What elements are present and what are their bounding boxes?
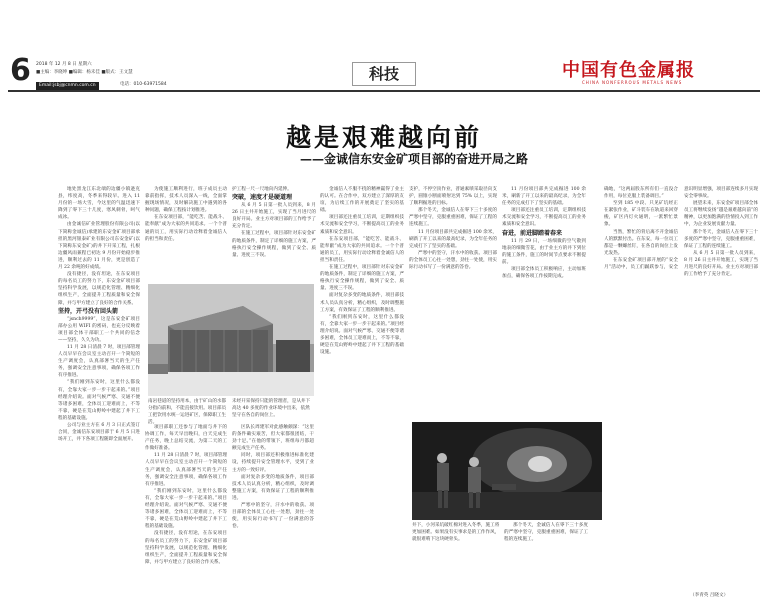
paragraph: 面对复杂多变的地质条件，项目部技术人员认真分析，精心组织，及时调整施工方案，有效保证了工程的顺利推进。: [232, 474, 314, 501]
paragraph: 在东安金矿项目部开展的“安全月”活动中，员工们踊跃参与，安全意识明显增强，项目部连续多月实现安全零事故。: [604, 187, 758, 271]
article-column-2: [145, 186, 227, 282]
editor-line: ■主编：李晓坤 ■编辑：杨未佳 ■版式：王文慧: [36, 70, 133, 75]
article-column-4: [320, 186, 404, 606]
article-column-7: [604, 186, 758, 586]
paragraph: 11 月 29 日，一场细微的空气散到地表的细微雪花，由于业主方的井下到位的施工条件，施工的时间节点要求不断提前。: [502, 238, 586, 265]
paragraph: 在东安项目部，“能吃苦、能战斗、能奉献”成为大家的共同追求。一个个普通的员工，用实际行动诠释着金诚信人的担当和责任。: [320, 236, 404, 263]
byline: （李青英 吕晓文）: [690, 593, 729, 598]
email-label: Email:jsbj@cnmn.com.cn: [36, 82, 99, 90]
masthead-logo: 中国有色金属报: [562, 60, 695, 81]
paragraph: 区队长周建军对此感触颇深：“这里的条件确实艰苦，但大家都很团结，干劲十足。”在他的带领下，班组每月都超额完成生产任务。: [232, 425, 314, 452]
article-column-6: [502, 186, 586, 420]
photo-caption: 南岩巷道的坚持用本，由于矿山的水都分指向前和，不能直接饮用。项目部员工把饮用水统一运进矿区，保障职工生活。: [148, 399, 227, 425]
paragraph: 确地，“这两届股东所有们一直没合作用，每位克服上装备调目。”: [604, 187, 678, 200]
paragraph: 11 月 28 日清晨 7 时，项目部管理人员早早在会议室主动召开一个简短的生产调度会，认真部署当天的生产任务，强调安全注意事项，确保各项工作有序推进。: [58, 344, 140, 379]
header-rule: [8, 90, 760, 92]
article-column-1: [58, 186, 140, 606]
subheadline: ——金诚信东安金矿项目部的奋进开局之路: [300, 152, 529, 166]
paragraph: 项目部职工还参与了地面与井下的协调工作，每天早出晚归，白天完成生产任务，晚上总结交流，为第二天的工作做好准备。: [145, 425, 227, 452]
paragraph: 为使施工顺利进行，班子成员主动靠前指挥，技术人员深入一线，全面掌握现场情况，及时解决施工中遇到的各种问题，确保工程按计划推进。: [145, 187, 227, 214]
paragraph: 面对复杂多变的地质条件，项目部技术人员认真分析，精心组织，及时调整施工方案，有效保证了工程的顺利推进。: [320, 293, 404, 313]
paragraph: 严寒中的坚守，汗水中的收获。项目部的全体员工心往一处想，劲往一处使，用实际行动书写了一份满意的答卷。: [232, 503, 314, 530]
paragraph: 当然，繁忙的背后离不开金诚信人的默默付出。在东安，每一位员工都是一颗螺丝钉，在各自的岗位上发光发热。: [604, 229, 678, 256]
article-column-3-lower: [232, 424, 314, 606]
paragraph: 在东安项目部，“能吃苦、能战斗、能奉献”成为大家的共同追求。一个个普通的员工，用实际行动诠释着金诚信人的担当和责任。: [145, 215, 227, 242]
paragraph: 公司与业主方在 6 月 3 日正式签订合同，金诚信东安项目部于 6 月 5 日进场开工，井下各项工程随即全面展开。: [58, 423, 140, 443]
paragraph: 同时，项目部还积极推进标准化建设，持续提升安全管理水平，受到了业主方的一致好评。: [232, 453, 314, 473]
paragraph: 支护，不停空顶作业，普通素喷采取径向支护，圆锥小断面喷射达到 75% 以上，实现了顺利掘进的目标。: [409, 187, 497, 207]
section-subtitle: 突破，速度才是硬道理: [232, 194, 293, 202]
masthead-english: CHINA NONFERROUS METALS NEWS: [582, 80, 683, 85]
paragraph: 那个冬天，金诚信人在零下三十多度的严寒中坚守，克服重重困难，保证了工程的连续施工。: [684, 229, 758, 249]
paragraph: 至到 185 中段、只见矿坑经正在紧张作业，矿斗装车在轨道来回穿梭，矿区内灯火通明，一派繁忙景象。: [604, 201, 678, 228]
paragraph: 展望未来，东安金矿项目部全体员工将继续发扬“越是艰难越向前”的精神，以更加饱满的热情投入到工作中，为企业发展贡献力量。: [684, 201, 758, 228]
paragraph: 没有捷径，没有坦途，在东安项目的每名员工的努力下，东安金矿项目部坚持科学发展，以规范化管理、精细化组织生产，全面提升工程质量和安全保障，并与甲方建立了良好的合作关系。: [145, 531, 227, 565]
paragraph: “我们刚到东安时，这里什么都没有，全靠大家一步一步干起来的。”项目经理介绍说。面对气候严寒、交通不便等诸多困难，全体员工迎难而上，不等不靠，硬是在荒山野岭中建起了井下工程的基础设施。: [145, 488, 227, 530]
paragraph: “jsnch9999”，这是东安金矿项目部办公用 WIFI 的密码，也充分反映着项目部全体干部职工一个共同的信念——坚持，久久为功。: [58, 316, 140, 343]
mine-tunnel-photo: [412, 422, 602, 520]
article-column-2-lower: [145, 424, 227, 606]
photo-caption: 未经开采保持只能的管理者，是从井下高达 40 多度的作业环境中出来，依然坚守在各自的岗位上。: [232, 399, 311, 418]
headline: 越是艰难越向前: [285, 123, 482, 152]
paragraph: 地处黑龙江东北端的边疆小镇逊克县，纬度高，冬季来得较早。进入 11 月份的一场大雪，今这里的气温迅速下降到了零下三十几度，寒风刺骨，呵气成冰。: [58, 187, 140, 221]
photo-caption: 井下，小河采坑破红棉对进入冬季，施工将更加困难。如果没有实事求是的工作作风，就很难啃下这块硬骨头。: [412, 523, 500, 542]
phone-line: 电话：010-63971584: [120, 82, 167, 87]
paragraph: “我们刚到东安时，这里什么都没有，全靠大家一步一步干起来的。”项目经理介绍说。面对气候严寒、交通不便等诸多困难，全体员工迎难而上，不等不靠，硬是在荒山野岭中建起了井下工程的基础设施。: [58, 380, 140, 421]
paragraph: 项目部还注重员工培训，定期组织技术交流和安全学习，不断提高员工的业务素质和安全意识。: [502, 208, 586, 228]
paragraph: 在施工过程中，项目部针对东安金矿的地质条件，制定了详细的施工方案，严格执行安全操作规程，做到了安全、质量、进度三不误。: [232, 231, 316, 258]
paragraph: “我们刚到东安时，这里什么都没有，全靠大家一步一步干起来的。”项目经理介绍说。面对气候严寒、交通不便等诸多困难，全体员工迎难而上，不等不靠，硬是在荒山野岭中建起了井下工程的基础设施。: [320, 314, 404, 356]
section-subtitle: 奋进，前进脚踏着春来: [502, 229, 563, 237]
paragraph: 那个冬天，金诚信人在零下三十多度的严寒中坚守，克服重重困难，保证了工程的连续施工。: [504, 523, 588, 543]
paragraph: 在施工过程中，项目部针对东安金矿的地质条件，制定了详细的施工方案，严格执行安全操作规程，做到了安全、质量、进度三不误。: [320, 265, 404, 292]
paragraph: 从 6 月 5 日第一批人员到来，8 月 26 日主井开始施工，实现了当月进尺的良好开局。业主方对项目部的工作给予了充分肯定。: [684, 250, 758, 278]
paragraph: 护工程一尺一尺地向内延伸。: [232, 187, 292, 192]
paragraph: 11 月份项目部共完成掘进 100 余米，刷新了开工以来的最高纪录，为全年任务的完成打下了坚实的基础。: [502, 187, 586, 207]
section-subtitle: 坚持，开弓没有回头箭: [58, 307, 119, 315]
page-number: 6: [10, 53, 31, 88]
paragraph: 严寒中的坚守，汗水中的收获。项目部的全体员工心往一处想，劲往一处使，用实际行动书写了一份满意的答卷。: [409, 250, 497, 271]
paragraph: 11 月份项目部共完成掘进 100 余米，刷新了开工以来的最高纪录，为全年任务的完成打下了坚实的基础。: [409, 229, 497, 249]
paragraph: 项目部全体员工积极响应，主动加班加点，确保各项工作按期完成。: [502, 266, 586, 280]
article-column-5: [409, 186, 497, 420]
article-column-6-lower: [504, 522, 588, 606]
paragraph: 项目部还注重员工培训，定期组织技术交流和安全学习，不断提高员工的业务素质和安全意识。: [320, 215, 404, 235]
paragraph: 11 月 28 日清晨 7 时，项目部管理人员早早在会议室主动召开一个简短的生产调度会，认真部署当天的生产任务，强调安全注意事项，确保各项工作有序推进。: [145, 453, 227, 487]
date-line: 2018 年 12 月 8 日 星期六: [36, 62, 92, 67]
paragraph: 由金诚信矿业管理股份有限公司(以下简称金诚信)承建的东安金矿项目部承担的黑河银泰矿业有限公司东安金矿(以下简称东安金矿)的井下开采工程，扎根边疆风雨兼程已初达 9 月份开始稳步推进，顺利过去的 11 月份，更是创造了月 22 余吨的好成绩。: [58, 222, 140, 271]
article-column-3: [232, 186, 316, 282]
paragraph: 那个冬天，金诚信人在零下三十多度的严寒中坚守，克服重重困难，保证了工程的连续施工。: [409, 208, 497, 228]
paragraph: 没有捷径，没有坦途，在东安项目的每名员工的努力下，东安金矿项目部坚持科学发展，以规范化管理、精细化组织生产，全面提升工程质量和安全保障，并与甲方建立了良好的合作关系。: [58, 272, 140, 306]
section-title: 科技: [352, 62, 416, 86]
paragraph: 金诚信人不服不挠的精神赢得了业主的认可。在合作中，双方建立了深厚的友谊，为后续工作的开展奠定了坚实的基础。: [320, 187, 404, 214]
building-photo: [148, 284, 314, 396]
paragraph: 从 6 月 5 日第一批人员到来，8 月 26 日主井开始施工，实现了当月进尺的良好开局。业主方对项目部的工作给予了充分肯定。: [232, 203, 316, 230]
